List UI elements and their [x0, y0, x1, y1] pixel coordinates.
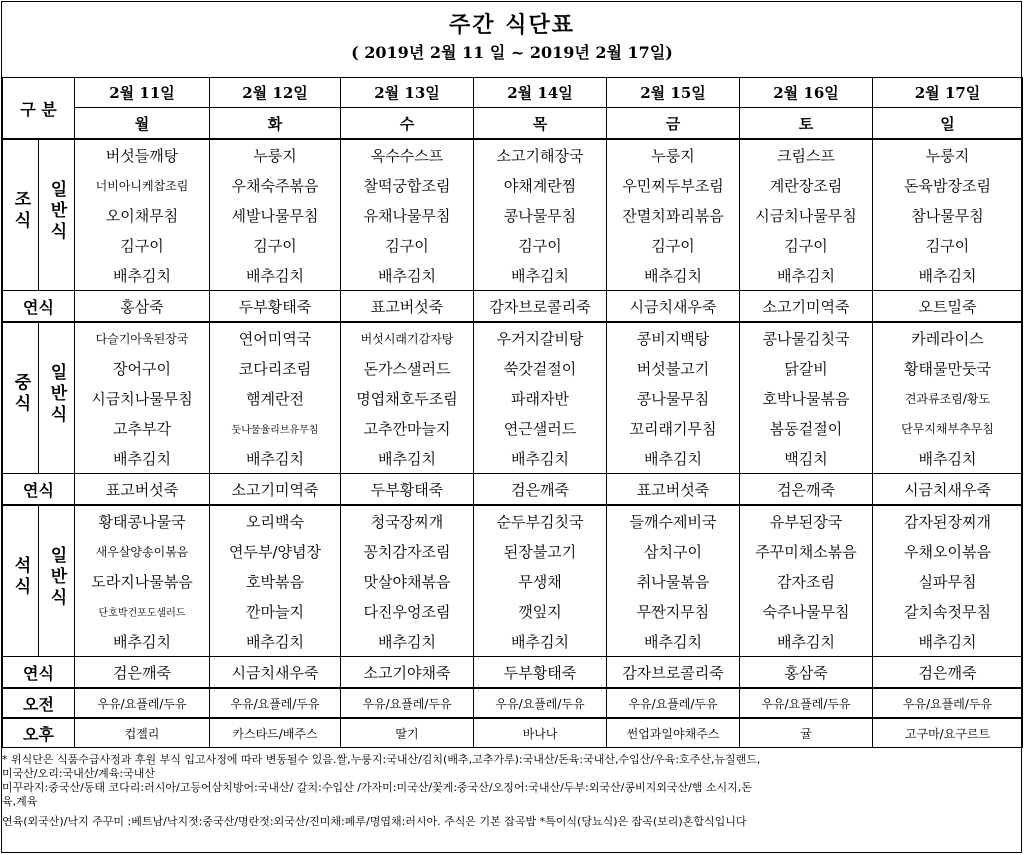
menu-item: 김구이: [740, 230, 873, 260]
menu-item: 야채계란찜: [474, 170, 607, 200]
soft-menu-item: 검은깨죽: [740, 474, 873, 506]
note-line: 미국산/오리:국내산/계육:국내산: [2, 767, 155, 780]
weekday-header: 목: [474, 108, 607, 140]
menu-item: 연두부/양념장: [210, 536, 341, 566]
menu-item: 배추김치: [210, 443, 341, 474]
soft-menu-item: 감자브로콜리죽: [607, 657, 740, 689]
menu-item: 꼬리래기무침: [607, 413, 740, 443]
weekday-header: 화: [210, 108, 341, 140]
soft-menu-item: 시금치새우죽: [210, 657, 341, 689]
snack-item: 우유/요플레/두유: [210, 688, 341, 718]
menu-item: 배추김치: [474, 626, 607, 657]
date-header: 2월 13일: [341, 78, 474, 108]
menu-item: 햄계란전: [210, 383, 341, 413]
menu-item: 계란장조림: [740, 170, 873, 200]
menu-item: 소고기해장국: [474, 139, 607, 170]
menu-item: 우거지갈비탕: [474, 322, 607, 353]
menu-item: 배추김치: [607, 626, 740, 657]
dinner-sub-label-text: 일반식: [46, 545, 67, 609]
menu-item: 맛살야채볶음: [341, 566, 474, 596]
menu-item: 김구이: [210, 230, 341, 260]
menu-item: 배추김치: [873, 443, 1023, 474]
menu-item: 배추김치: [75, 626, 210, 657]
category-header: 구 분: [3, 78, 75, 140]
menu-item: 닭갈비: [740, 353, 873, 383]
lunch-soft-label: 연식: [3, 474, 75, 506]
menu-item: 시금치나물무침: [75, 383, 210, 413]
menu-item: 호박볶음: [210, 566, 341, 596]
menu-item: 둣나물율리브유무침: [210, 413, 341, 443]
menu-item: 참나물무침: [873, 200, 1023, 230]
weekday-header: 월: [75, 108, 210, 140]
dinner-sub-label: [39, 505, 75, 657]
menu-item: 주꾸미채소볶음: [740, 536, 873, 566]
menu-item: 배추김치: [75, 443, 210, 474]
snack-item: 카스타드/배주스: [210, 718, 341, 748]
lunch-label: [3, 322, 39, 474]
menu-item: 취나물볶음: [607, 566, 740, 596]
snack-item: 우유/요플레/두유: [474, 688, 607, 718]
notes: [2, 753, 1018, 829]
snack-item: 우유/요플레/두유: [75, 688, 210, 718]
menu-item: 배추김치: [873, 626, 1023, 657]
menu-item: 배추김치: [75, 260, 210, 291]
menu-item: 오이채무침: [75, 200, 210, 230]
breakfast-soft-label: 연식: [3, 291, 75, 323]
weekday-header: 토: [740, 108, 873, 140]
weekday-header: 일: [873, 108, 1023, 140]
menu-item: 누룽지: [210, 139, 341, 170]
soft-menu-item: 두부황태죽: [341, 474, 474, 506]
menu-item: 크림스프: [740, 139, 873, 170]
soft-menu-item: 시금치새우죽: [873, 474, 1023, 506]
menu-item: 도라지나물볶음: [75, 566, 210, 596]
menu-item: 꽁치감자조림: [341, 536, 474, 566]
menu-item: 우채오이볶음: [873, 536, 1023, 566]
snack-item: 우유/요플레/두유: [341, 688, 474, 718]
soft-menu-item: 두부황태죽: [474, 657, 607, 689]
menu-item: 순두부김칫국: [474, 505, 607, 536]
menu-item: 고추깐마늘지: [341, 413, 474, 443]
lunch-sub-label: [39, 322, 75, 474]
breakfast-label: [3, 139, 39, 291]
soft-menu-item: 소고기미역죽: [740, 291, 873, 323]
menu-item: 잔멸치꽈리볶음: [607, 200, 740, 230]
menu-item: 배추김치: [740, 260, 873, 291]
menu-item: 누룽지: [607, 139, 740, 170]
snack-item: 귤: [740, 718, 873, 748]
menu-item: 갈치속젓무침: [873, 596, 1023, 626]
page-title: 주간 식단표: [449, 12, 575, 38]
soft-menu-item: 검은깨죽: [75, 657, 210, 689]
menu-item: 배추김치: [607, 443, 740, 474]
menu-item: 김구이: [341, 230, 474, 260]
weekday-header: 수: [341, 108, 474, 140]
menu-item: 숙주나물무침: [740, 596, 873, 626]
menu-item: 코다리조림: [210, 353, 341, 383]
lunch-sub-label-text: 일반식: [46, 362, 67, 426]
menu-item: 황태물만둣국: [873, 353, 1023, 383]
dinner-soft-label: 연식: [3, 657, 75, 689]
soft-menu-item: 소고기야채죽: [341, 657, 474, 689]
menu-item: 유채나물무침: [341, 200, 474, 230]
soft-menu-item: 감자브로콜리죽: [474, 291, 607, 323]
menu-item: 명엽채호두조림: [341, 383, 474, 413]
soft-menu-item: 표고버섯죽: [607, 474, 740, 506]
weekday-header: 금: [607, 108, 740, 140]
menu-item: 황태콩나물국: [75, 505, 210, 536]
menu-item: 버섯시래기감자탕: [341, 322, 474, 353]
menu-item: 실파무침: [873, 566, 1023, 596]
note-line: 미꾸라지:중국산/동태 코다리:러시아/고등어삼치방어:국내산/ 갈치:수입산 /가자미:미국산/꽃게:중국산/오징어:국내산/두부:외국산/콩비지외국산/햄 소시지,돈: [2, 781, 752, 794]
snack-item: 썬업과일야채주스: [607, 718, 740, 748]
breakfast-sub-label-text: 일반식: [46, 179, 67, 243]
menu-item: 너비아니케찹조림: [75, 170, 210, 200]
menu-item: 연근샐러드: [474, 413, 607, 443]
date-header: 2월 11일: [75, 78, 210, 108]
menu-item: 돈가스샐러드: [341, 353, 474, 383]
menu-item: 콩나물김칫국: [740, 322, 873, 353]
menu-item: 새우살양송이볶음: [75, 536, 210, 566]
menu-item: 시금치나물무침: [740, 200, 873, 230]
menu-item: 장어구이: [75, 353, 210, 383]
menu-item: 봄동겉절이: [740, 413, 873, 443]
menu-item: 깻잎지: [474, 596, 607, 626]
note-line: 연육(외국산)/낙지 주꾸미 :베트남/낙지젓:중국산/명란젓:외국산/진미채:페루/명엽채:러시아. 주식은 기본 잡곡밥 *특이식(당뇨식)은 잡곡(보리)혼합식입니다: [2, 815, 747, 828]
menu-item: 단무지채부추무침: [873, 413, 1023, 443]
soft-menu-item: 표고버섯죽: [75, 474, 210, 506]
menu-item: 배추김치: [341, 626, 474, 657]
date-header: 2월 14일: [474, 78, 607, 108]
menu-item: 감자된장찌개: [873, 505, 1023, 536]
menu-item: 김구이: [607, 230, 740, 260]
breakfast-label-text: 조식: [10, 190, 31, 232]
menu-item: 돈육밤장조림: [873, 170, 1023, 200]
menu-item: 들깨수제비국: [607, 505, 740, 536]
soft-menu-item: 두부황태죽: [210, 291, 341, 323]
lunch-label-text: 중식: [10, 373, 31, 415]
soft-menu-item: 검은깨죽: [474, 474, 607, 506]
menu-item: 다진우엉조림: [341, 596, 474, 626]
dinner-label-text: 석식: [10, 556, 31, 598]
snack-item: 우유/요플레/두유: [607, 688, 740, 718]
soft-menu-item: 소고기미역죽: [210, 474, 341, 506]
soft-menu-item: 검은깨죽: [873, 657, 1023, 689]
date-header: 2월 16일: [740, 78, 873, 108]
menu-item: 무짠지무침: [607, 596, 740, 626]
menu-item: 김구이: [873, 230, 1023, 260]
menu-item: 우민찌두부조림: [607, 170, 740, 200]
menu-item: 감자조림: [740, 566, 873, 596]
menu-item: 깐마늘지: [210, 596, 341, 626]
menu-item: 버섯들깨탕: [75, 139, 210, 170]
menu-item: 배추김치: [210, 260, 341, 291]
menu-item: 배추김치: [740, 626, 873, 657]
menu-item: 배추김치: [607, 260, 740, 291]
menu-item: 누룽지: [873, 139, 1023, 170]
menu-item: 콩나물무침: [607, 383, 740, 413]
menu-item: 다슬기아욱된장국: [75, 322, 210, 353]
page-subtitle: ( 2019년 2월 11 일 ~ 2019년 2월 17일): [351, 43, 673, 62]
menu-item: 견과류조림/황도: [873, 383, 1023, 413]
menu-item: 배추김치: [210, 626, 341, 657]
note-line: 육,계육: [2, 795, 38, 808]
menu-item: 쑥갓겉절이: [474, 353, 607, 383]
menu-item: 호박나물볶음: [740, 383, 873, 413]
snack-item: 컵젤리: [75, 718, 210, 748]
menu-table: [2, 77, 1023, 748]
soft-menu-item: 시금치새우죽: [607, 291, 740, 323]
soft-menu-item: 표고버섯죽: [341, 291, 474, 323]
menu-item: 된장불고기: [474, 536, 607, 566]
menu-item: 고추부각: [75, 413, 210, 443]
menu-item: 파래자반: [474, 383, 607, 413]
menu-item: 콩나물무침: [474, 200, 607, 230]
menu-item: 우채숙주볶음: [210, 170, 341, 200]
date-header: 2월 12일: [210, 78, 341, 108]
menu-item: 유부된장국: [740, 505, 873, 536]
snack-item: 딸기: [341, 718, 474, 748]
menu-item: 김구이: [75, 230, 210, 260]
snack-item: 우유/요플레/두유: [873, 688, 1023, 718]
afternoon_snack-label: 오후: [3, 718, 75, 748]
menu-item: 카레라이스: [873, 322, 1023, 353]
menu-item: 찰떡궁합조림: [341, 170, 474, 200]
morning_snack-label: 오전: [3, 688, 75, 718]
breakfast-sub-label: [39, 139, 75, 291]
snack-item: 고구마/요구르트: [873, 718, 1023, 748]
menu-item: 무생채: [474, 566, 607, 596]
note-line: * 위식단은 식품수급사정과 후원 부식 입고사정에 따라 변동될수 있음.쌀,누룽지:국내산/김치(배추,고추가루):국내산/돈육:국내산,수입산/우육:호주산,뉴질랜드,: [2, 753, 761, 766]
soft-menu-item: 홍삼죽: [75, 291, 210, 323]
menu-item: 오리백숙: [210, 505, 341, 536]
menu-item: 배추김치: [341, 443, 474, 474]
menu-item: 백김치: [740, 443, 873, 474]
date-header: 2월 15일: [607, 78, 740, 108]
menu-item: 단호박건포도샐러드: [75, 596, 210, 626]
date-header: 2월 17일: [873, 78, 1023, 108]
menu-item: 청국장찌개: [341, 505, 474, 536]
menu-item: 연어미역국: [210, 322, 341, 353]
soft-menu-item: 오트밀죽: [873, 291, 1023, 323]
snack-item: 우유/요플레/두유: [740, 688, 873, 718]
snack-item: 바나나: [474, 718, 607, 748]
menu-item: 배추김치: [873, 260, 1023, 291]
menu-item: 김구이: [474, 230, 607, 260]
menu-item: 배추김치: [474, 260, 607, 291]
dinner-label: [3, 505, 39, 657]
menu-item: 배추김치: [341, 260, 474, 291]
menu-item: 삼치구이: [607, 536, 740, 566]
menu-item: 콩비지백탕: [607, 322, 740, 353]
menu-item: 배추김치: [474, 443, 607, 474]
menu-item: 옥수수스프: [341, 139, 474, 170]
soft-menu-item: 홍삼죽: [740, 657, 873, 689]
menu-item: 세발나물무침: [210, 200, 341, 230]
menu-item: 버섯불고기: [607, 353, 740, 383]
